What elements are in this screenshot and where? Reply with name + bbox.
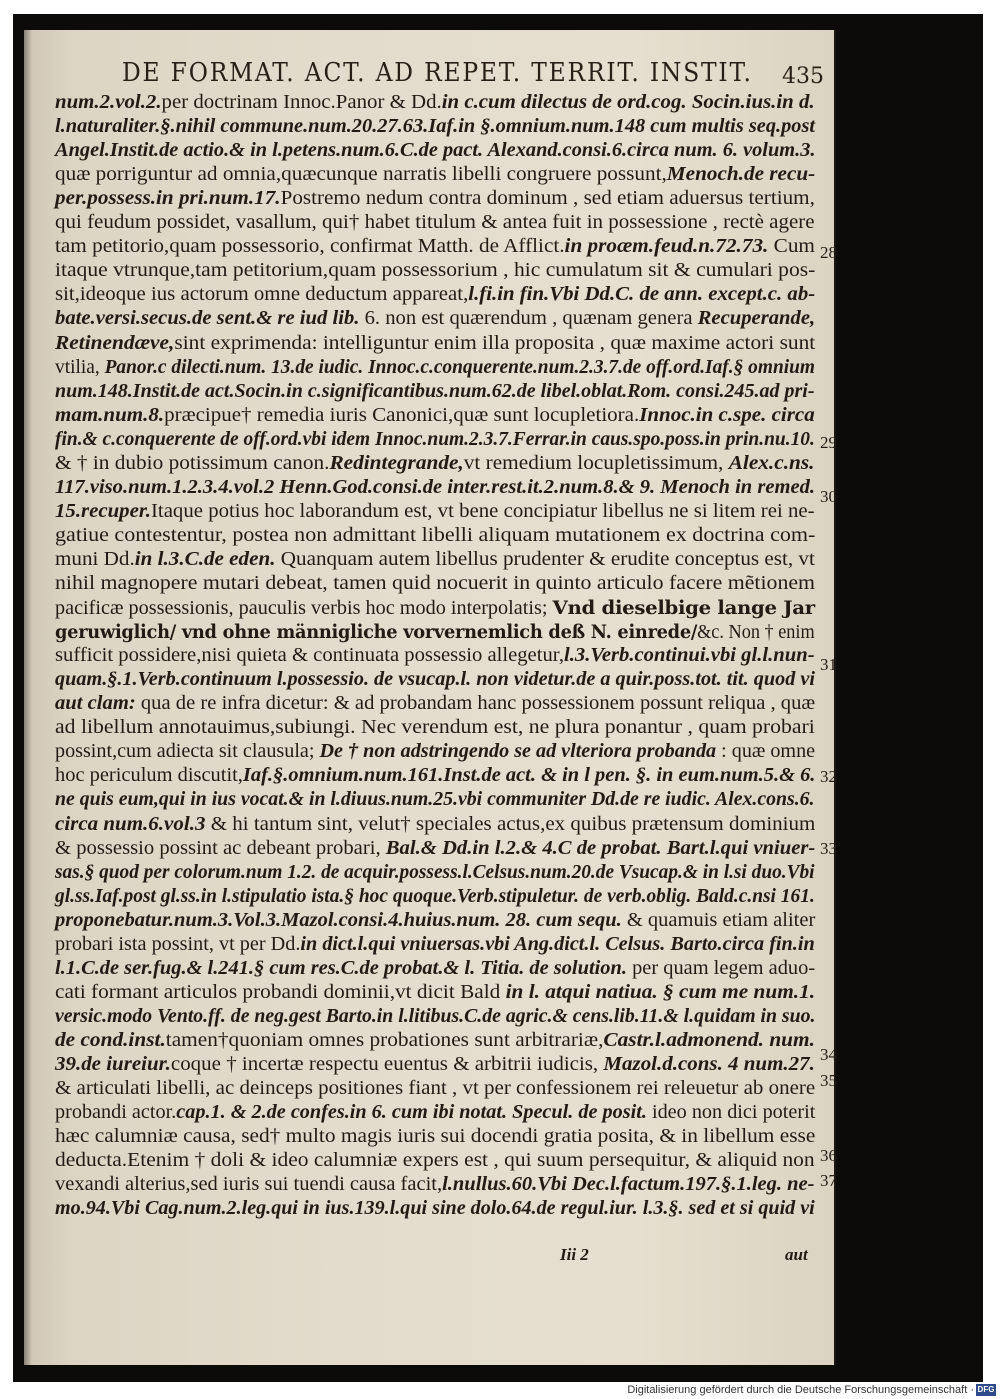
text-line (55, 1126, 815, 1148)
margin-number: 28 (820, 243, 837, 262)
latin-text: cati formant articulos probandi dominii,vt dicit Bald (55, 981, 506, 1003)
text-line (55, 910, 815, 932)
citation-text: ne quis eum,qui in ius vocat.& in l.diuus.num.25.vbi communiter Dd.de re iudic. Alex.cons.6. (55, 789, 815, 811)
citation-text: mam.num.8. (55, 404, 165, 426)
latin-text: hoc periculum discutit, (55, 765, 243, 787)
citation-text: Innoc.in c.spe. circa (639, 404, 815, 426)
latin-text: nihil magnopere mutari debeat, tamen quid nocuerit in quinto articulo facere mẽtionem (55, 573, 816, 594)
margin-number: 31 (820, 655, 837, 674)
citation-text: de cond.inst. (55, 1029, 166, 1051)
text-line (55, 838, 815, 860)
citation-text: in c.cum dilectus de ord.cog. Socin.ius.in d. (441, 92, 815, 113)
text-line (55, 1150, 815, 1172)
citation-text: l.nullus.60.Vbi Dec.l.factum.197.§.1.leg. ne- (442, 1174, 815, 1196)
latin-text: & hi tantum sint, velut† speciales actus,ex quibus prætensum dominium (205, 813, 816, 835)
margin-number: 33 (820, 839, 837, 858)
citation-text: num.2.vol.2. (55, 92, 162, 113)
citation-text: mo.94.Vbi Cag.num.2.leg.qui in ius.139.l.qui sine dolo.64.de regul.iur. l.3.§. sed et si quid vi (55, 1198, 815, 1220)
latin-text: vtilia, (55, 356, 105, 378)
page-number: 435 (782, 64, 824, 89)
latin-text: qui feudum possidet, vasallum, qui† habet titulum & antea fuit in possessione , rectè agere (55, 212, 815, 234)
text-line (55, 958, 815, 980)
text-line (55, 92, 815, 114)
citation-text: fin.& c.conquerente de off.ord.vbi idem Innoc.num.2.3.7.Ferrar.in caus.spo.poss.in prin.nu.10. (55, 428, 815, 450)
text-line (55, 236, 815, 258)
margin-number: 35 (820, 1071, 837, 1090)
text-line (55, 405, 815, 427)
fraktur-text: Vnd dieselbige lange Jar (552, 597, 815, 620)
latin-text: & articulati libelli, ac deinceps positiones fiant , vt per confessionem rei releuetur ab onere (55, 1078, 816, 1100)
citation-text: circa num.6.vol.3 (55, 813, 206, 835)
text-line (55, 1006, 815, 1028)
text-line (55, 308, 815, 330)
latin-text: : quæ omne (716, 741, 816, 763)
citation-text: l.1.C.de ser.fug.& l.241.§ cum res.C.de probat.& l. Titia. de solution. (55, 957, 627, 979)
latin-text: ideo non dici poterit (646, 1102, 816, 1124)
citation-text: 117.viso.num.1.2.3.4.vol.2 Henn.God.consi.de inter.rest.it.2.num.8.& 9. Menoch in remed. (55, 476, 816, 498)
citation-text: sas.§ quod per colorum.num 1.2. de acquir.possess.l.Celsus.num.20.de Vsucap.& in l.si duo.Vbi (55, 861, 815, 883)
text-line (55, 284, 815, 306)
latin-text: sint exprimenda: intelliguntur enim illa proposita , quæ maxime actori sunt (174, 332, 816, 354)
citation-text: in proæm.feud.n.72.73. (564, 236, 769, 258)
latin-text: qua de re infra dicetur: & ad probandam hanc possessionem possunt reliqua , quæ (135, 693, 816, 715)
text-line (55, 1054, 815, 1076)
fraktur-text: geruwiglich/ vnd ohne männigliche vorvernemlich deß N. einrede/ (55, 621, 698, 644)
text-line (55, 429, 815, 451)
latin-text: gatiue contestentur, postea non admittant libelli aliquam mutationem ex doctrina com- (55, 524, 816, 546)
text-line (55, 621, 815, 644)
latin-text: per doctrinam Innoc.Panor & Dd. (161, 92, 442, 113)
text-line (55, 1174, 814, 1196)
text-line (55, 501, 815, 523)
dfg-logo: DFG (977, 1385, 995, 1394)
citation-text: gl.ss.Iaf.post gl.ss.in l.stipulatio ista.§ hoc quoque.Verb.stipuletur. de verb.oblig. Bald.c.nsi 161. (55, 885, 815, 907)
latin-text: vt remedium locupletissimum, (463, 452, 729, 474)
text-line (55, 1030, 815, 1052)
citation-text: Redintegrande, (329, 452, 464, 474)
text-line (55, 669, 815, 691)
citation-text: De † non adstringendo se ad vlteriora probanda (319, 741, 717, 763)
latin-text: possint,cum adiecta sit clausula; (55, 741, 320, 763)
running-head: DE FORMAT. ACT. AD REPET. TERRIT. INSTIT. (122, 58, 753, 88)
latin-text: muni Dd. (55, 548, 135, 570)
citation-text: num.148.Instit.de act.Socin.in c.significantibus.num.62.de libel.oblat.Rom. consi.245.ad pri- (55, 380, 815, 402)
text-line (55, 814, 815, 836)
latin-text: &c. Non † enim (697, 622, 815, 644)
margin-number: 32 (820, 767, 837, 786)
citation-text: versic.modo Vento.ff. de neg.gest Barto.in l.litibus.C.de agric.& cens.lib.11.& l.quidam in suo. (55, 1005, 816, 1027)
citation-text: 39.de iureiur. (55, 1054, 171, 1075)
text-line (55, 862, 815, 884)
citation-text: quam.§.1.Verb.continuum l.possessio. de vsucap.l. non videtur.de a quir.poss.tot. tit. quod vi (55, 669, 815, 691)
margin-number: 30 (820, 487, 837, 506)
text-line (55, 886, 815, 908)
latin-text: tamen†quoniam omnes probationes sunt arbitrariæ, (165, 1029, 604, 1051)
citation-text: Mazol.d.cons. 4 num.27. (603, 1054, 815, 1075)
latin-text: vexandi alterius,sed iuris sui tuendi causa facit, (55, 1174, 443, 1196)
text-line (55, 717, 815, 739)
citation-text: Iaf.§.omnium.num.161.Inst.de act. & in l pen. §. in eum.num.5.& 6. (242, 765, 816, 787)
citation-text: Retinendæve, (55, 332, 175, 354)
citation-text: aut clam: (55, 693, 136, 715)
catchword: Iii 2 (560, 1245, 589, 1264)
latin-text: præcipue† remedia iuris Canonici,quæ sunt locupletiora. (164, 404, 640, 426)
citation-text: 15.recuper. (55, 500, 151, 522)
text-line (55, 188, 815, 210)
text-line (55, 164, 815, 186)
citation-text: Alex.c.ns. (728, 452, 815, 474)
citation-text: cap.1. & 2.de confes.in 6. cum ibi notat. Specul. de posit. (176, 1102, 647, 1124)
text-line (55, 765, 815, 787)
latin-text: deducta.Etenim † doli & ideo calumniæ expers est , qui suum persequitur, & aliquid non (55, 1150, 815, 1172)
latin-text: Postremo nedum contra dominum , sed etiam aduersus tertium, (280, 188, 815, 210)
latin-text: hæc calumniæ causa, sed† multo magis iuris sui docendi gratia posita, & in libellum esse (55, 1126, 816, 1148)
latin-text: tam petitorio,quam possessorio, confirmat Matth. de Afflict. (55, 236, 565, 258)
text-line (55, 741, 815, 763)
text-line (55, 645, 815, 667)
latin-text: pacificæ possessionis, pauculis verbis hoc modo interpolatis; (55, 598, 553, 620)
citation-text: Menoch.de recu- (666, 164, 816, 186)
citation-text: in l. atqui natiua. § cum me num.1. (505, 981, 816, 1003)
citation-text: l.naturaliter.§.nihil commune.num.20.27.63.Iaf.in §.omnium.num.148 cum multis seq.post (55, 116, 816, 138)
citation-text: Castr.l.admonend. num. (603, 1029, 815, 1051)
latin-text: Cum (768, 236, 815, 258)
margin-number: 34 (820, 1045, 837, 1064)
text-line (55, 477, 815, 499)
digitization-notice: Digitalisierung gefördert durch die Deutsche Forschungsgemeinschaft · (627, 1384, 974, 1396)
text-line (55, 1078, 815, 1100)
citation-text: Angel.Instit.de actio.& in l.petens.num.6.C.de pact. Alexand.consi.6.circa num. 6. volum.3. (55, 140, 816, 162)
margin-number: 37 (820, 1171, 837, 1190)
signature-mark: aut (785, 1245, 808, 1264)
text-line (55, 260, 815, 282)
gutter-shadow (24, 30, 32, 1365)
latin-text: sufficit possidere,nisi quieta & continuata possessio allegetur, (55, 645, 564, 667)
text-line (55, 982, 815, 1004)
text-line (55, 693, 815, 715)
text-line (55, 357, 815, 379)
text-line (55, 549, 815, 571)
latin-text: 6. non est quærendum , quænam genera (359, 308, 698, 330)
citation-text: proponebatur.num.3.Vol.3.Mazol.consi.4.huius.num. 28. cum sequ. (55, 909, 622, 931)
text-line (55, 333, 815, 355)
citation-text: in dict.l.qui vniuersas.vbi Ang.dict.l. Celsus. Barto.circa fin.in (300, 933, 815, 955)
latin-text: Quanquam autem libellus prudenter & erudite conceptus est, vt (275, 548, 815, 570)
citation-text: Recuperande, (697, 308, 816, 330)
text-line (55, 116, 815, 138)
text-line (55, 1102, 815, 1124)
latin-text: probari ista possint, vt per Dd. (55, 933, 301, 955)
text-line (55, 140, 815, 162)
margin-number: 29 (820, 433, 837, 452)
latin-text: & † in dubio potissimum canon. (55, 452, 330, 474)
citation-text: l.3.Verb.continui.vbi gl.l.nun- (563, 645, 815, 667)
text-line (55, 212, 815, 234)
citation-text: Bal.& Dd.in l.2.& 4.C de probat. Bart.l.qui vniuer- (385, 837, 816, 859)
latin-text: coque † incertæ respectu euentus & arbitrii iudicis, (170, 1054, 604, 1075)
latin-text: ad libellum annotauimus,subiungi. Nec verendum est, ne plura ponantur , quam probari (55, 717, 815, 739)
latin-text: probandi actor. (55, 1102, 177, 1124)
citation-text: in l.3.C.de eden. (134, 548, 276, 570)
latin-text: per quam legem aduo- (626, 957, 816, 979)
citation-text: Panor.c dilecti.num. 13.de iudic. Innoc.c.conquerente.num.2.3.7.de off.ord.Iaf.§ omnium (104, 356, 815, 378)
latin-text: itaque vtrunque,tam petitorium,quam possessorium , hic cumulatum sit & cumulari pos- (55, 260, 816, 282)
citation-text: bate.versi.secus.de sent.& re iud lib. (55, 308, 360, 330)
text-line (55, 525, 815, 547)
text-line (55, 381, 815, 403)
text-line (55, 934, 815, 956)
citation-text: l.fi.in fin.Vbi Dd.C. de ann. except.c. ab- (468, 284, 816, 306)
margin-number: 36 (820, 1146, 837, 1165)
text-line (55, 1198, 815, 1220)
latin-text: & possessio possint ac debeant probari, (55, 837, 386, 859)
latin-text: & quamuis etiam aliter (621, 909, 816, 931)
latin-text: sit,ideoque ius actorum omne deductum appareat, (55, 284, 469, 306)
citation-text: per.possess.in pri.num.17. (55, 188, 281, 210)
text-line (55, 789, 815, 811)
latin-text: Itaque potius hoc laborandum est, vt bene concipiatur libellus ne si litem rei ne- (150, 500, 815, 522)
text-line (55, 453, 814, 475)
latin-text: quæ porriguntur ad omnia,quæcunque narratis libelli congruere possunt, (55, 164, 667, 186)
text-line (55, 597, 815, 620)
text-line (55, 573, 815, 595)
